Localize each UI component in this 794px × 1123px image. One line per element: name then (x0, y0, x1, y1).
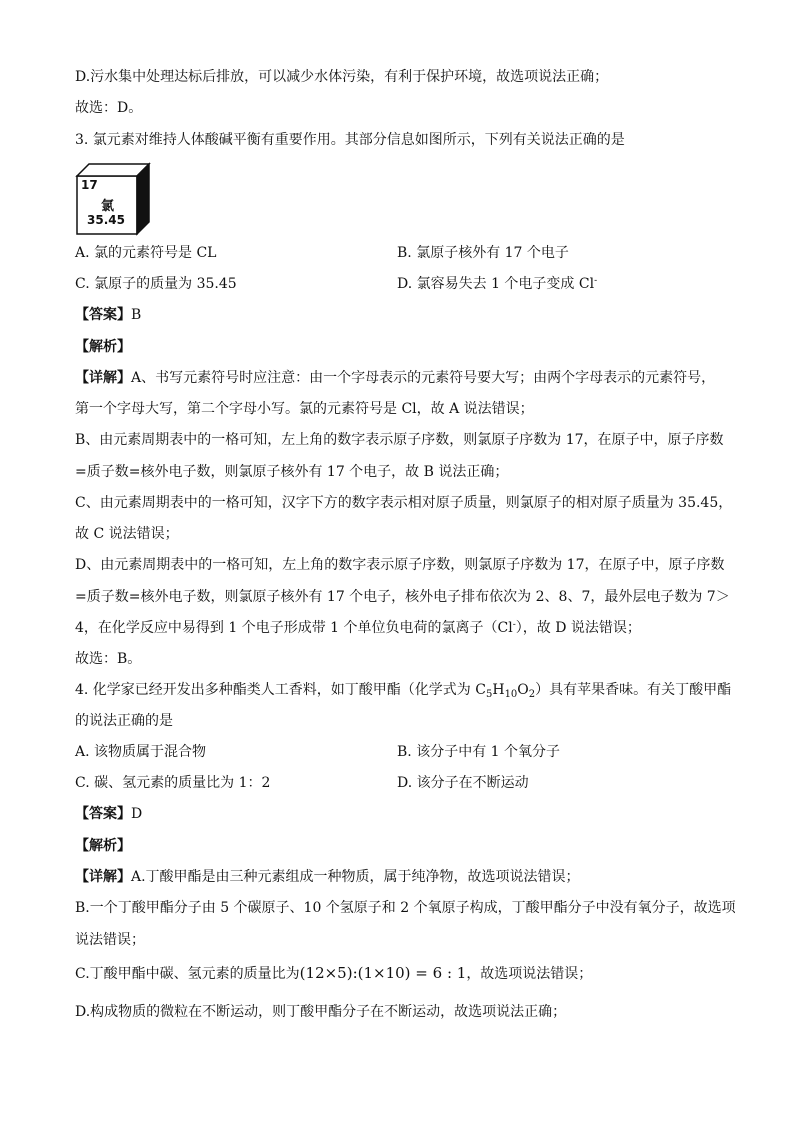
option-d: D. 氯容易失去 1 个电子变成 Cl- (397, 276, 598, 292)
answer-line: 【答案】D (75, 806, 143, 822)
question-4-stem: 4. 化学家已经开发出多种酯类人工香料，如丁酸甲酯（化学式为 $C_5H_{10}O_2$）具有苹果香味。有关丁酸甲酯 (75, 682, 732, 700)
element-cell-figure (75, 162, 155, 238)
text-line: 故选：B。 (75, 651, 142, 667)
option-a: A. 氯的元素符号是 CL (75, 245, 217, 261)
text-line: 故选：D。 (75, 100, 143, 116)
option-a: A. 该物质属于混合物 (75, 744, 207, 760)
question-4-stem: 的说法正确的是 (75, 713, 173, 729)
detail-line: C、由元素周期表中的一格可知，汉字下方的数字表示相对原子质量，则氯原子的相对原子质量为 35.45， (75, 495, 733, 511)
mass-ratio-formula: (12×5):(1×10) = 6 : 1 (299, 964, 467, 982)
answer-line: 【答案】B (75, 307, 142, 323)
detail-line: C.丁酸甲酯中碳、氢元素的质量比为(12×5):(1×10) = 6 : 1，故选项说法错误； (75, 964, 593, 982)
question-3-stem: 3. 氯元素对维持人体酸碱平衡有重要作用。其部分信息如图所示，下列有关说法正确的是 (75, 132, 625, 148)
text-line: D.污水集中处理达标后排放，可以减少水体污染，有利于保护环境，故选项说法正确； (75, 69, 609, 85)
analysis-heading: 【解析】 (75, 838, 131, 854)
element-name: 氯 (101, 199, 115, 214)
detail-line: D.构成物质的微粒在不断运动，则丁酸甲酯分子在不断运动，故选项说法正确； (75, 1004, 567, 1020)
detail-line: 【详解】A、书写元素符号时应注意：由一个字母表示的元素符号要大写；由两个字母表示的元素符号， (75, 370, 716, 386)
detail-line: D、由元素周期表中的一格可知，左上角的数字表示原子序数，则氯原子序数为 17，在原子中，原子序数 (75, 557, 725, 573)
detail-line: 第一个字母大写，第二个字母小写。氯的元素符号是 Cl，故 A 说法错误； (75, 401, 534, 417)
option-d: D. 该分子在不断运动 (397, 775, 529, 791)
option-b: B. 氯原子核外有 17 个电子 (397, 245, 569, 261)
detail-line: 说法错误； (75, 932, 145, 948)
detail-line: =质子数=核外电子数，则氯原子核外有 17 个电子，故 B 说法正确； (75, 464, 509, 480)
detail-line: 【详解】A.丁酸甲酯是由三种元素组成一种物质，属于纯净物，故选项说法错误； (75, 869, 580, 885)
detail-line: B、由元素周期表中的一格可知，左上角的数字表示原子序数，则氯原子序数为 17，在原子中，原子序数 (75, 432, 724, 448)
option-c: C. 碳、氢元素的质量比为 1：2 (75, 775, 271, 791)
atomic-mass: 35.45 (87, 213, 125, 227)
atomic-number: 17 (81, 178, 98, 192)
detail-line: 故 C 说法错误； (75, 526, 179, 542)
analysis-heading: 【解析】 (75, 339, 131, 355)
option-b: B. 该分子中有 1 个氧分子 (397, 744, 560, 760)
detail-line: =质子数=核外电子数，则氯原子核外有 17 个电子，核外电子排布依次为 2、8、7，最外层电子数为 7＞ (75, 589, 730, 605)
detail-line: B.一个丁酸甲酯分子由 5 个碳原子、10 个氢原子和 2 个氧原子构成，丁酸甲酯分子中没有氧分子，故选项 (75, 900, 736, 916)
option-c: C. 氯原子的质量为 35.45 (75, 276, 237, 292)
detail-line: 4，在化学反应中易得到 1 个电子形成带 1 个单位负电荷的氯离子（Cl-），故 D 说法错误； (75, 620, 641, 636)
